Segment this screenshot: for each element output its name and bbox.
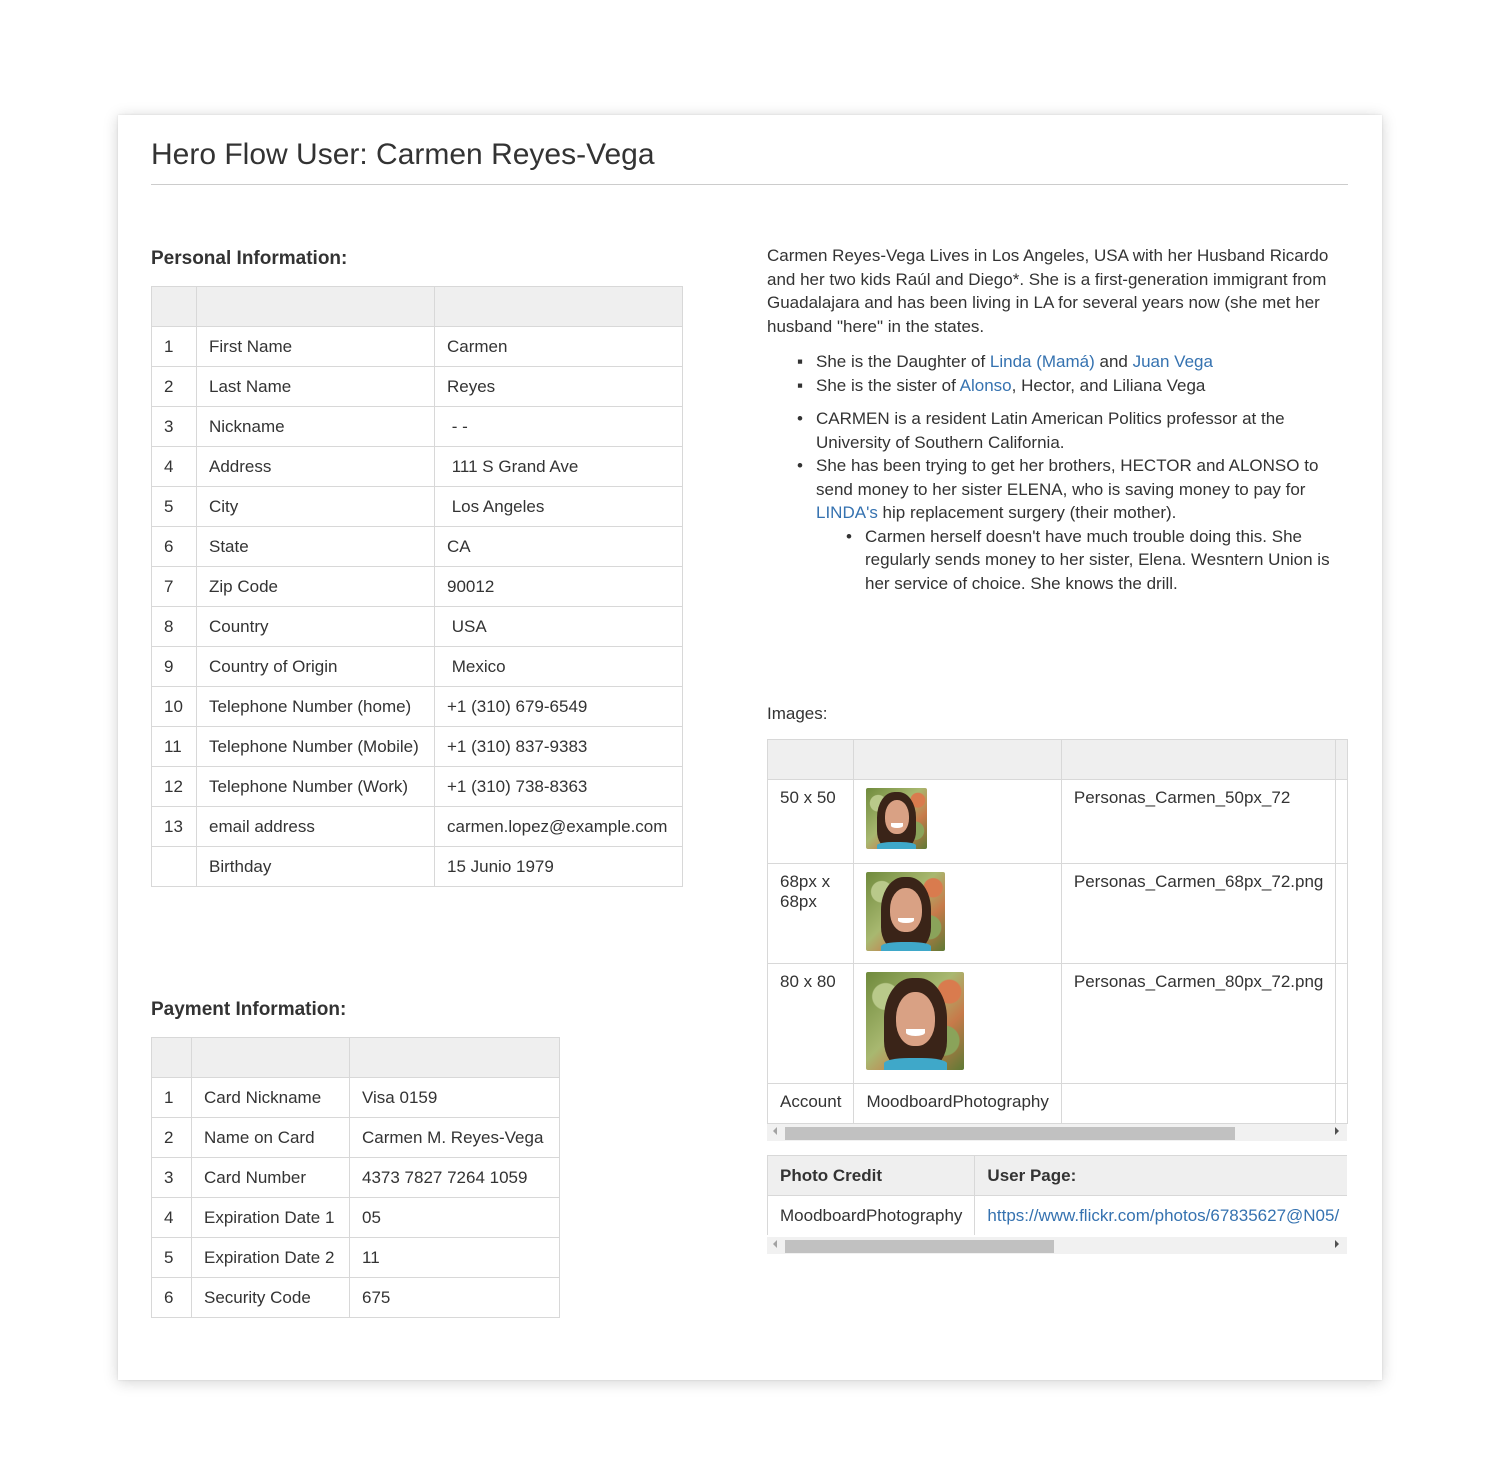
image-cell <box>854 964 1061 1084</box>
field-label: Telephone Number (Mobile) <box>197 727 435 767</box>
scroll-left-arrow-icon[interactable] <box>773 1127 777 1135</box>
bio-intro: Carmen Reyes-Vega Lives in Los Angeles, USA with her Husband Ricardo and her two kids Raúl and Diego*. She is a first-generation immigrant from Guadalajara and has been living in LA for several years now (she met her husband "here" in the states. <box>767 246 1329 336</box>
field-value: Los Angeles <box>435 487 683 527</box>
square-bullet: ▪ <box>797 375 804 395</box>
portrait-photo <box>866 788 927 849</box>
table-row <box>152 807 683 847</box>
image-filename-cell: Personas_Carmen_50px_72 <box>1061 780 1336 864</box>
field-label: Nickname <box>197 407 435 447</box>
header-cell <box>768 740 854 780</box>
table-cell <box>1336 1084 1348 1124</box>
field-value: Carmen <box>435 327 683 367</box>
field-value: Mexico <box>435 647 683 687</box>
row-number: 4 <box>152 447 197 487</box>
list-item <box>767 525 1347 596</box>
row-number: 5 <box>152 487 197 527</box>
table-row <box>152 847 683 887</box>
row-number: 12 <box>152 767 197 807</box>
table-row <box>152 407 683 447</box>
row-number: 8 <box>152 607 197 647</box>
scroll-left-arrow-icon[interactable] <box>773 1240 777 1248</box>
table-row <box>152 327 683 367</box>
field-label: First Name <box>197 327 435 367</box>
image-cell <box>854 780 1061 864</box>
header-cell <box>152 287 197 327</box>
table-row <box>152 1078 560 1118</box>
field-value: +1 (310) 738-8363 <box>435 767 683 807</box>
table-header-row <box>768 1156 1348 1196</box>
link-linda-mama[interactable]: Linda (Mamá) <box>989 352 1095 371</box>
personal-info-heading: Personal Information: <box>151 248 348 269</box>
table-row <box>152 647 683 687</box>
table-row <box>152 367 683 407</box>
header-cell <box>192 1038 350 1078</box>
table-cell <box>1336 780 1348 864</box>
table-cell <box>1336 964 1348 1084</box>
field-value: Carmen M. Reyes-Vega <box>350 1118 560 1158</box>
image-size-cell: 68px x 68px <box>768 864 854 964</box>
field-label: Last Name <box>197 367 435 407</box>
round-bullet: • <box>797 409 803 428</box>
table-row <box>152 1198 560 1238</box>
field-label: Card Nickname <box>192 1078 350 1118</box>
field-value: +1 (310) 837-9383 <box>435 727 683 767</box>
table-row <box>152 487 683 527</box>
image-cell <box>854 864 1061 964</box>
image-filename-cell: Personas_Carmen_68px_72.png <box>1061 864 1336 964</box>
images-horizontal-scrollbar[interactable] <box>767 1124 1347 1141</box>
image-filename-cell: Personas_Carmen_80px_72.png <box>1061 964 1336 1084</box>
field-label: Card Number <box>192 1158 350 1198</box>
table-row <box>152 1278 560 1318</box>
table-row <box>152 527 683 567</box>
field-label: Country of Origin <box>197 647 435 687</box>
table-row <box>152 767 683 807</box>
table-row <box>152 727 683 767</box>
field-value: 675 <box>350 1278 560 1318</box>
family-list <box>767 350 1347 397</box>
user-page-cell <box>975 1196 1347 1236</box>
table-row <box>768 1196 1348 1236</box>
photo-credit-value: MoodboardPhotography <box>768 1196 975 1236</box>
round-bullet: • <box>846 526 852 546</box>
table-row <box>768 964 1349 1084</box>
header-cell <box>197 287 435 327</box>
table-row <box>152 687 683 727</box>
field-label: Telephone Number (Work) <box>197 767 435 807</box>
field-label: email address <box>197 807 435 847</box>
images-table <box>767 739 1348 1124</box>
table-header-row <box>152 287 683 327</box>
table-cell <box>1336 864 1348 964</box>
field-value: CA <box>435 527 683 567</box>
row-number: 3 <box>152 1158 192 1198</box>
list-item-text: Carmen herself doesn't have much trouble doing this. She regularly sends money to her sister, Elena. Wesntern Union is her service of choice. She knows the drill. <box>865 526 1330 593</box>
row-number: 5 <box>152 1238 192 1278</box>
row-number: 9 <box>152 647 197 687</box>
field-value: 05 <box>350 1198 560 1238</box>
field-value: 4373 7827 7264 1059 <box>350 1158 560 1198</box>
portrait-photo <box>866 872 945 951</box>
table-row <box>768 1084 1349 1124</box>
table-row <box>768 864 1349 964</box>
image-size-cell: 50 x 50 <box>768 780 854 864</box>
link-alonso[interactable]: Alonso <box>959 375 1012 395</box>
account-value-cell: MoodboardPhotography <box>854 1084 1061 1124</box>
field-label: Security Code <box>192 1278 350 1318</box>
table-row <box>768 780 1349 864</box>
page-title: Hero Flow User: Carmen Reyes-Vega <box>151 138 655 171</box>
row-number: 3 <box>152 407 197 447</box>
portrait-photo <box>866 972 964 1070</box>
list-item-text: She is the sister of <box>816 375 960 395</box>
round-bullet: • <box>797 456 803 475</box>
table-row <box>152 567 683 607</box>
field-value: 11 <box>350 1238 560 1278</box>
details-list <box>767 407 1347 525</box>
credit-horizontal-scrollbar[interactable] <box>767 1237 1347 1254</box>
header-cell <box>152 1038 192 1078</box>
images-table-scroll-area[interactable] <box>767 739 1348 1124</box>
table-row <box>152 1158 560 1198</box>
scroll-right-arrow-icon[interactable] <box>1335 1127 1339 1135</box>
field-value: USA <box>435 607 683 647</box>
user-page-header: User Page: <box>975 1156 1347 1196</box>
table-row <box>152 1118 560 1158</box>
field-label: Name on Card <box>192 1118 350 1158</box>
table-row <box>152 447 683 487</box>
field-label: City <box>197 487 435 527</box>
link-lindas[interactable]: LINDA's <box>816 503 878 522</box>
row-number: 6 <box>152 1278 192 1318</box>
header-cell <box>854 740 1061 780</box>
field-label: Zip Code <box>197 567 435 607</box>
field-label: Birthday <box>197 847 435 887</box>
list-item <box>767 407 1347 454</box>
list-item <box>767 454 1347 525</box>
list-item <box>767 374 1347 398</box>
field-label: Expiration Date 2 <box>192 1238 350 1278</box>
scrollbar-thumb[interactable] <box>785 1240 1054 1253</box>
field-value: 15 Junio 1979 <box>435 847 683 887</box>
row-number: 7 <box>152 567 197 607</box>
field-label: Telephone Number (home) <box>197 687 435 727</box>
link-juan-vega[interactable]: Juan Vega <box>1132 352 1213 371</box>
row-number: 10 <box>152 687 197 727</box>
header-cell <box>435 287 683 327</box>
list-item-text: She has been trying to get her brothers, HECTOR and ALONSO to send money to her sister ELENA, who is saving money to pay for <box>816 456 1319 499</box>
field-label: Address <box>197 447 435 487</box>
row-number: 2 <box>152 367 197 407</box>
row-number: 1 <box>152 327 197 367</box>
row-number: 11 <box>152 727 197 767</box>
scrollbar-thumb[interactable] <box>785 1127 1235 1140</box>
header-cell <box>1336 740 1348 780</box>
field-value: Visa 0159 <box>350 1078 560 1118</box>
photo-credit-table <box>767 1155 1347 1235</box>
list-item <box>767 350 1347 374</box>
list-item-text: hip replacement surgery (their mother). <box>877 503 1177 522</box>
field-value: 111 S Grand Ave <box>435 447 683 487</box>
row-number: 13 <box>152 807 197 847</box>
field-value: 90012 <box>435 567 683 607</box>
title-divider <box>151 184 1348 185</box>
list-item-text: , Hector, and Liliana Vega <box>1011 375 1206 395</box>
table-cell <box>1061 1084 1336 1124</box>
payment-info-heading: Payment Information: <box>151 999 347 1020</box>
field-label: Expiration Date 1 <box>192 1198 350 1238</box>
table-header-row <box>768 740 1349 780</box>
field-label: State <box>197 527 435 567</box>
account-label-cell: Account <box>768 1084 854 1124</box>
scroll-right-arrow-icon[interactable] <box>1335 1240 1339 1248</box>
header-cell <box>350 1038 560 1078</box>
table-row <box>152 607 683 647</box>
list-item-text: CARMEN is a resident Latin American Politics professor at the University of Southern California. <box>816 409 1285 452</box>
payment-info-table <box>151 1037 560 1318</box>
header-cell <box>1061 740 1336 780</box>
row-number: 2 <box>152 1118 192 1158</box>
list-item-text: and <box>1094 352 1133 371</box>
credit-table-scroll-area[interactable] <box>767 1155 1347 1235</box>
square-bullet: ▪ <box>797 352 804 371</box>
row-number: 6 <box>152 527 197 567</box>
row-number: 1 <box>152 1078 192 1118</box>
row-number: 4 <box>152 1198 192 1238</box>
row-number <box>152 847 197 887</box>
field-value: +1 (310) 679-6549 <box>435 687 683 727</box>
table-row <box>152 1238 560 1278</box>
images-label: Images: <box>767 704 828 723</box>
field-label: Country <box>197 607 435 647</box>
photo-credit-header: Photo Credit <box>768 1156 975 1196</box>
table-header-row <box>152 1038 560 1078</box>
field-value: carmen.lopez@example.com <box>435 807 683 847</box>
field-value: Reyes <box>435 367 683 407</box>
field-value: - - <box>435 407 683 447</box>
list-item-text: She is the Daughter of <box>816 352 990 371</box>
sub-list <box>767 525 1347 596</box>
image-size-cell: 80 x 80 <box>768 964 854 1084</box>
flickr-user-link[interactable]: https://www.flickr.com/photos/67835627@N05/ <box>987 1205 1340 1225</box>
bio-section <box>767 244 1347 595</box>
personal-info-table <box>151 286 683 887</box>
